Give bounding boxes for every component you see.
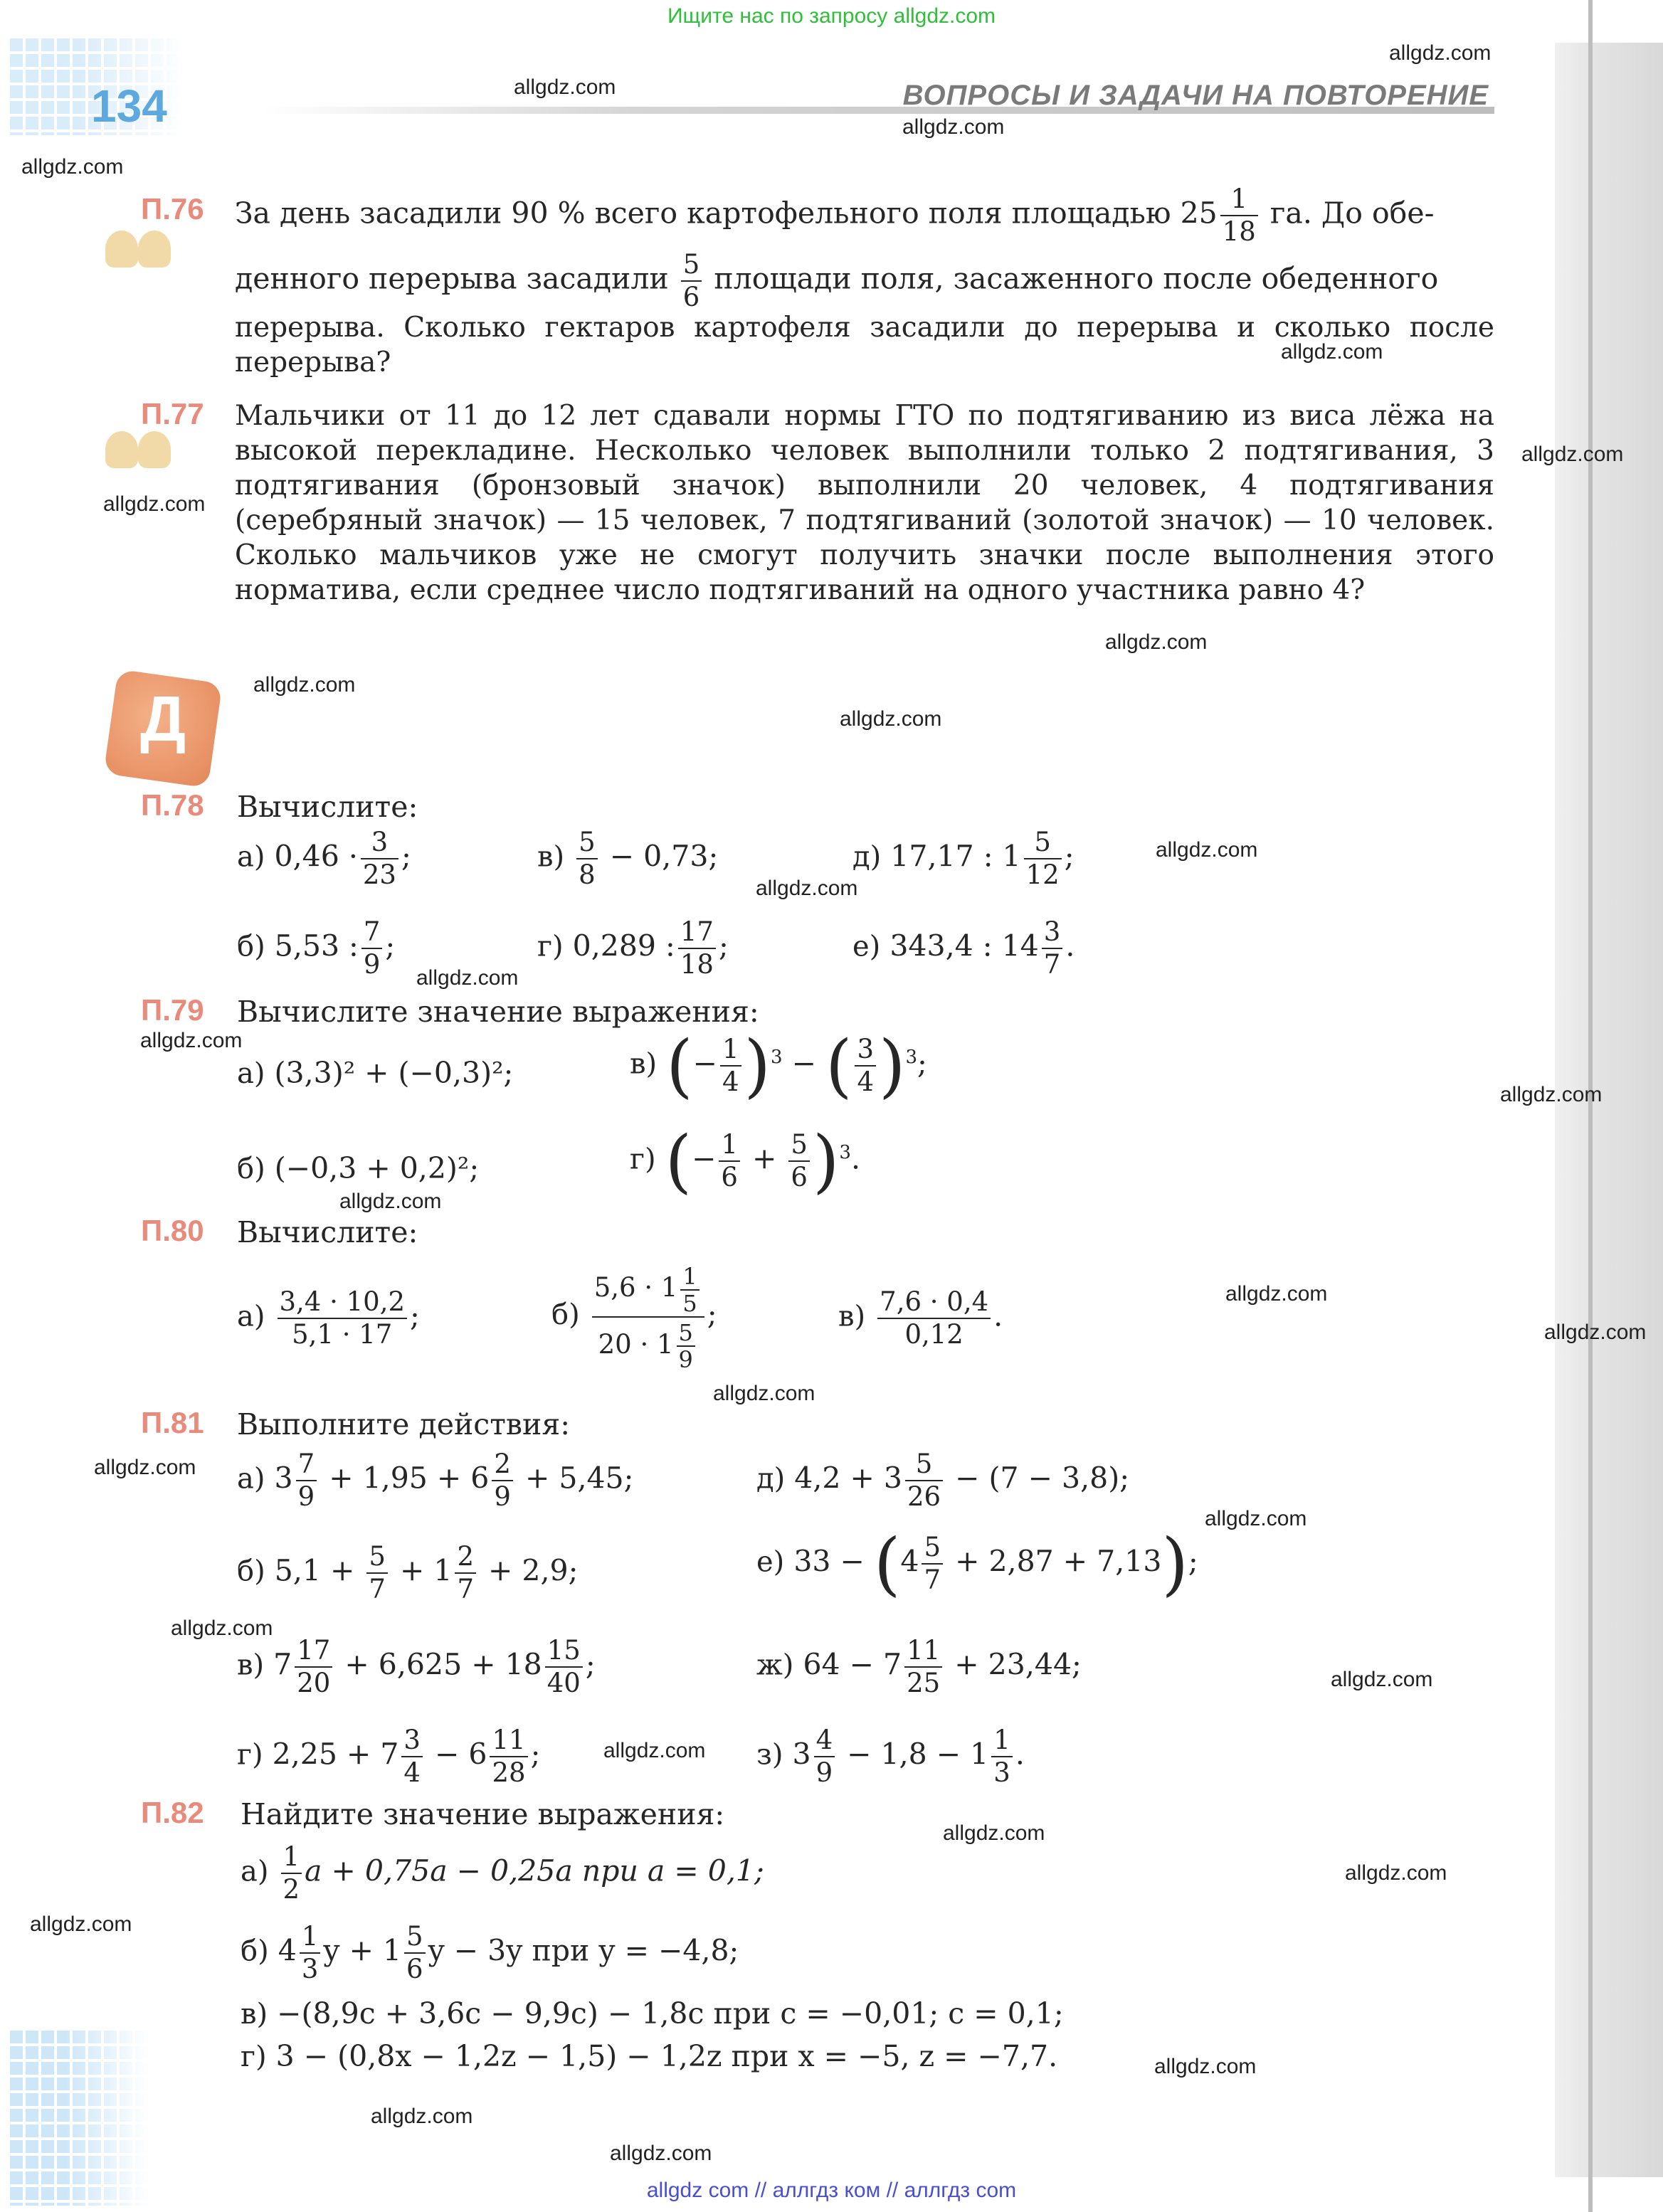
watermark: allgdz.com (1544, 1321, 1647, 1344)
problem-77-text: Мальчики от 11 до 12 лет сдавали нормы ГТО по подтягиванию из виса лёжа на высокой перекладине. Несколько человек выполнили только 2 подтягивания, 3 подтягивания (бронзовый значок) выполнили 20 человек, 4 подтягивания (серебряный значок) — 15 человек, 7 подтягиваний (золотой значок) — 10 человек. Сколько мальчиков уже не смогут получить значки после выполнения этого норматива, если среднее число подтягиваний на одного участника равно 4? (235, 400, 1494, 606)
watermark: allgdz.com (603, 1739, 706, 1762)
task-78b: б) 5,53 : $\frac{7}{9}$ ; (237, 916, 396, 980)
watermark: allgdz.com (140, 1029, 243, 1052)
section-title: ВОПРОСЫ И ЗАДАЧИ НА ПОВТОРЕНИЕ (902, 80, 1489, 111)
problem-title: Выполните действия: (237, 1407, 571, 1441)
task-82g: г) 3 − (0,8x − 1,2z − 1,5) − 1,2z при x = −5, z = −7,7. (241, 2039, 1058, 2073)
watermark: allgdz.com (943, 1821, 1045, 1845)
task-78d: д) 17,17 : 1 $\frac{5}{12}$ ; (852, 827, 1075, 890)
watermark: allgdz.com (1205, 1507, 1307, 1530)
task-81zh: ж) 64 − 7 $\frac{11}{25}$ + 23,44; (756, 1635, 1082, 1698)
watermark: allgdz.com (94, 1456, 196, 1479)
watermark: allgdz.com (840, 707, 942, 731)
problem-number: П.79 (141, 993, 204, 1027)
task-80v: в) $\frac{7,6 \cdot 0,4}{0,12}$ . (838, 1286, 1003, 1350)
watermark: allgdz.com (339, 1190, 442, 1213)
task-81d: д) 4,2 + 3 $\frac{5}{26}$ − (7 − 3,8); (756, 1449, 1130, 1512)
problem-76-line3: перерыва. Сколько гектаров картофеля засадили до перерыва и сколько после перерыва? (235, 312, 1494, 379)
fraction: $\frac{1}{18}$ (1220, 184, 1258, 248)
group-work-icon (100, 425, 178, 482)
task-81g: г) 2,25 + 7 $\frac{3}{4}$ − 6 $\frac{11}{28}$ ; (237, 1725, 541, 1788)
watermark: allgdz.com (902, 115, 1005, 139)
watermark: allgdz.com (713, 1382, 815, 1405)
watermark: allgdz.com (1389, 41, 1492, 65)
task-82b: б) 4 $\frac{1}{3}$ y + 1 $\frac{5}{6}$ y − 3y при y = −4,8; (241, 1921, 739, 1984)
problem-title: Вычислите: (237, 1215, 418, 1249)
task-82a: а) $\frac{1}{2}$ a + 0,75a − 0,25a при a = 0,1; (241, 1841, 764, 1905)
watermark: allgdz.com (1105, 630, 1208, 654)
watermark: allgdz.com (1331, 1668, 1433, 1691)
problem-76-line1: За день засадили 90 % всего картофельного поля площадью 25 $\frac{1}{18}$ га. До обе- (235, 184, 1435, 247)
task-81e: е) 33 − (4 $\frac{5}{7}$ + 2,87 + 7,13); (756, 1524, 1198, 1604)
problem-number: П.80 (141, 1214, 204, 1247)
task-79g: г) (− $\frac{1}{6}$ + $\frac{5}{6}$ )$^3$. (630, 1121, 861, 1201)
group-work-icon (100, 225, 178, 282)
task-78g: г) 0,289 : $\frac{17}{18}$ ; (537, 916, 729, 980)
watermark: allgdz.com (30, 1912, 132, 1936)
problem-number: П.77 (141, 397, 204, 430)
task-80a: а) $\frac{3,4 \cdot 10,2}{5,1 \cdot 17}$ ; (237, 1286, 420, 1350)
watermark: allgdz.com (253, 673, 356, 697)
watermark: allgdz.com (1521, 443, 1624, 466)
problem-number: П.78 (141, 788, 204, 822)
task-78a: а) 0,46 · $\frac{3}{23}$ ; (237, 827, 411, 890)
watermark: allgdz.com (1500, 1083, 1603, 1106)
task-78e: е) 343,4 : 14 $\frac{3}{7}$ . (852, 916, 1075, 980)
problem-title: Вычислите: (237, 790, 418, 824)
watermark: allgdz.com (371, 2105, 473, 2128)
task-81b: б) 5,1 + $\frac{5}{7}$ + 1 $\frac{2}{7}$ + 2,9; (237, 1541, 579, 1604)
task-81z: з) 3 $\frac{4}{9}$ − 1,8 − 1 $\frac{1}{3}$ . (756, 1725, 1025, 1788)
homework-badge: Д (110, 676, 216, 781)
watermark: allgdz.com (610, 2142, 712, 2165)
problem-number: П.82 (141, 1796, 204, 1829)
task-81a: а) 3 $\frac{7}{9}$ + 1,95 + 6 $\frac{2}{9}$ + 5,45; (237, 1449, 634, 1512)
page-edge-shadow (1555, 43, 1663, 2177)
problem-number: П.76 (141, 192, 204, 226)
task-80b: б) 5,6 · 1 $\frac{1}{5}$ 20 · 1 $\frac{5}{9}$ ; (551, 1261, 717, 1372)
problem-76-line2: денного перерыва засадили $\frac{5}{6}$ площади поля, засаженного после обеденного (235, 249, 1439, 312)
page-number: 134 (91, 80, 167, 132)
task-79v: в) (− $\frac{1}{4}$ )$^3$ − ( $\frac{3}{4}$ )$^3$; (630, 1026, 927, 1106)
watermark: allgdz.com (21, 155, 124, 179)
watermark: allgdz.com (1156, 838, 1258, 862)
problem-title: Вычислите значение выражения: (237, 995, 759, 1029)
watermark: allgdz.com (1154, 2055, 1257, 2078)
top-search-link[interactable]: Ищите нас по запросу allgdz.com (667, 4, 996, 28)
watermark: allgdz.com (514, 75, 616, 99)
task-78v: в) $\frac{5}{8}$ − 0,73; (537, 827, 719, 890)
watermark: allgdz.com (1281, 340, 1383, 364)
task-79b: б) (−0,3 + 0,2)²; (237, 1151, 480, 1185)
problem-title: Найдите значение выражения: (241, 1797, 725, 1831)
task-81v: в) 7 $\frac{17}{20}$ + 6,625 + 18 $\frac{15}{40}$ ; (237, 1635, 596, 1698)
task-79a: а) (3,3)² + (−0,3)²; (237, 1056, 514, 1090)
task-82v: в) −(8,9c + 3,6c − 9,9c) − 1,8c при c = −0,01; c = 0,1; (241, 1996, 1064, 2031)
watermark: allgdz.com (416, 966, 519, 990)
problem-number: П.81 (141, 1406, 204, 1439)
watermark: allgdz.com (1225, 1282, 1328, 1306)
watermark: allgdz.com (103, 492, 206, 516)
watermark: allgdz.com (1345, 1861, 1447, 1885)
bottom-site-links[interactable]: allgdz com // аллгдз ком // аллгдз com (646, 2179, 1017, 2202)
watermark: allgdz.com (171, 1616, 273, 1640)
fraction: $\frac{5}{6}$ (681, 249, 702, 313)
watermark: allgdz.com (756, 877, 858, 900)
